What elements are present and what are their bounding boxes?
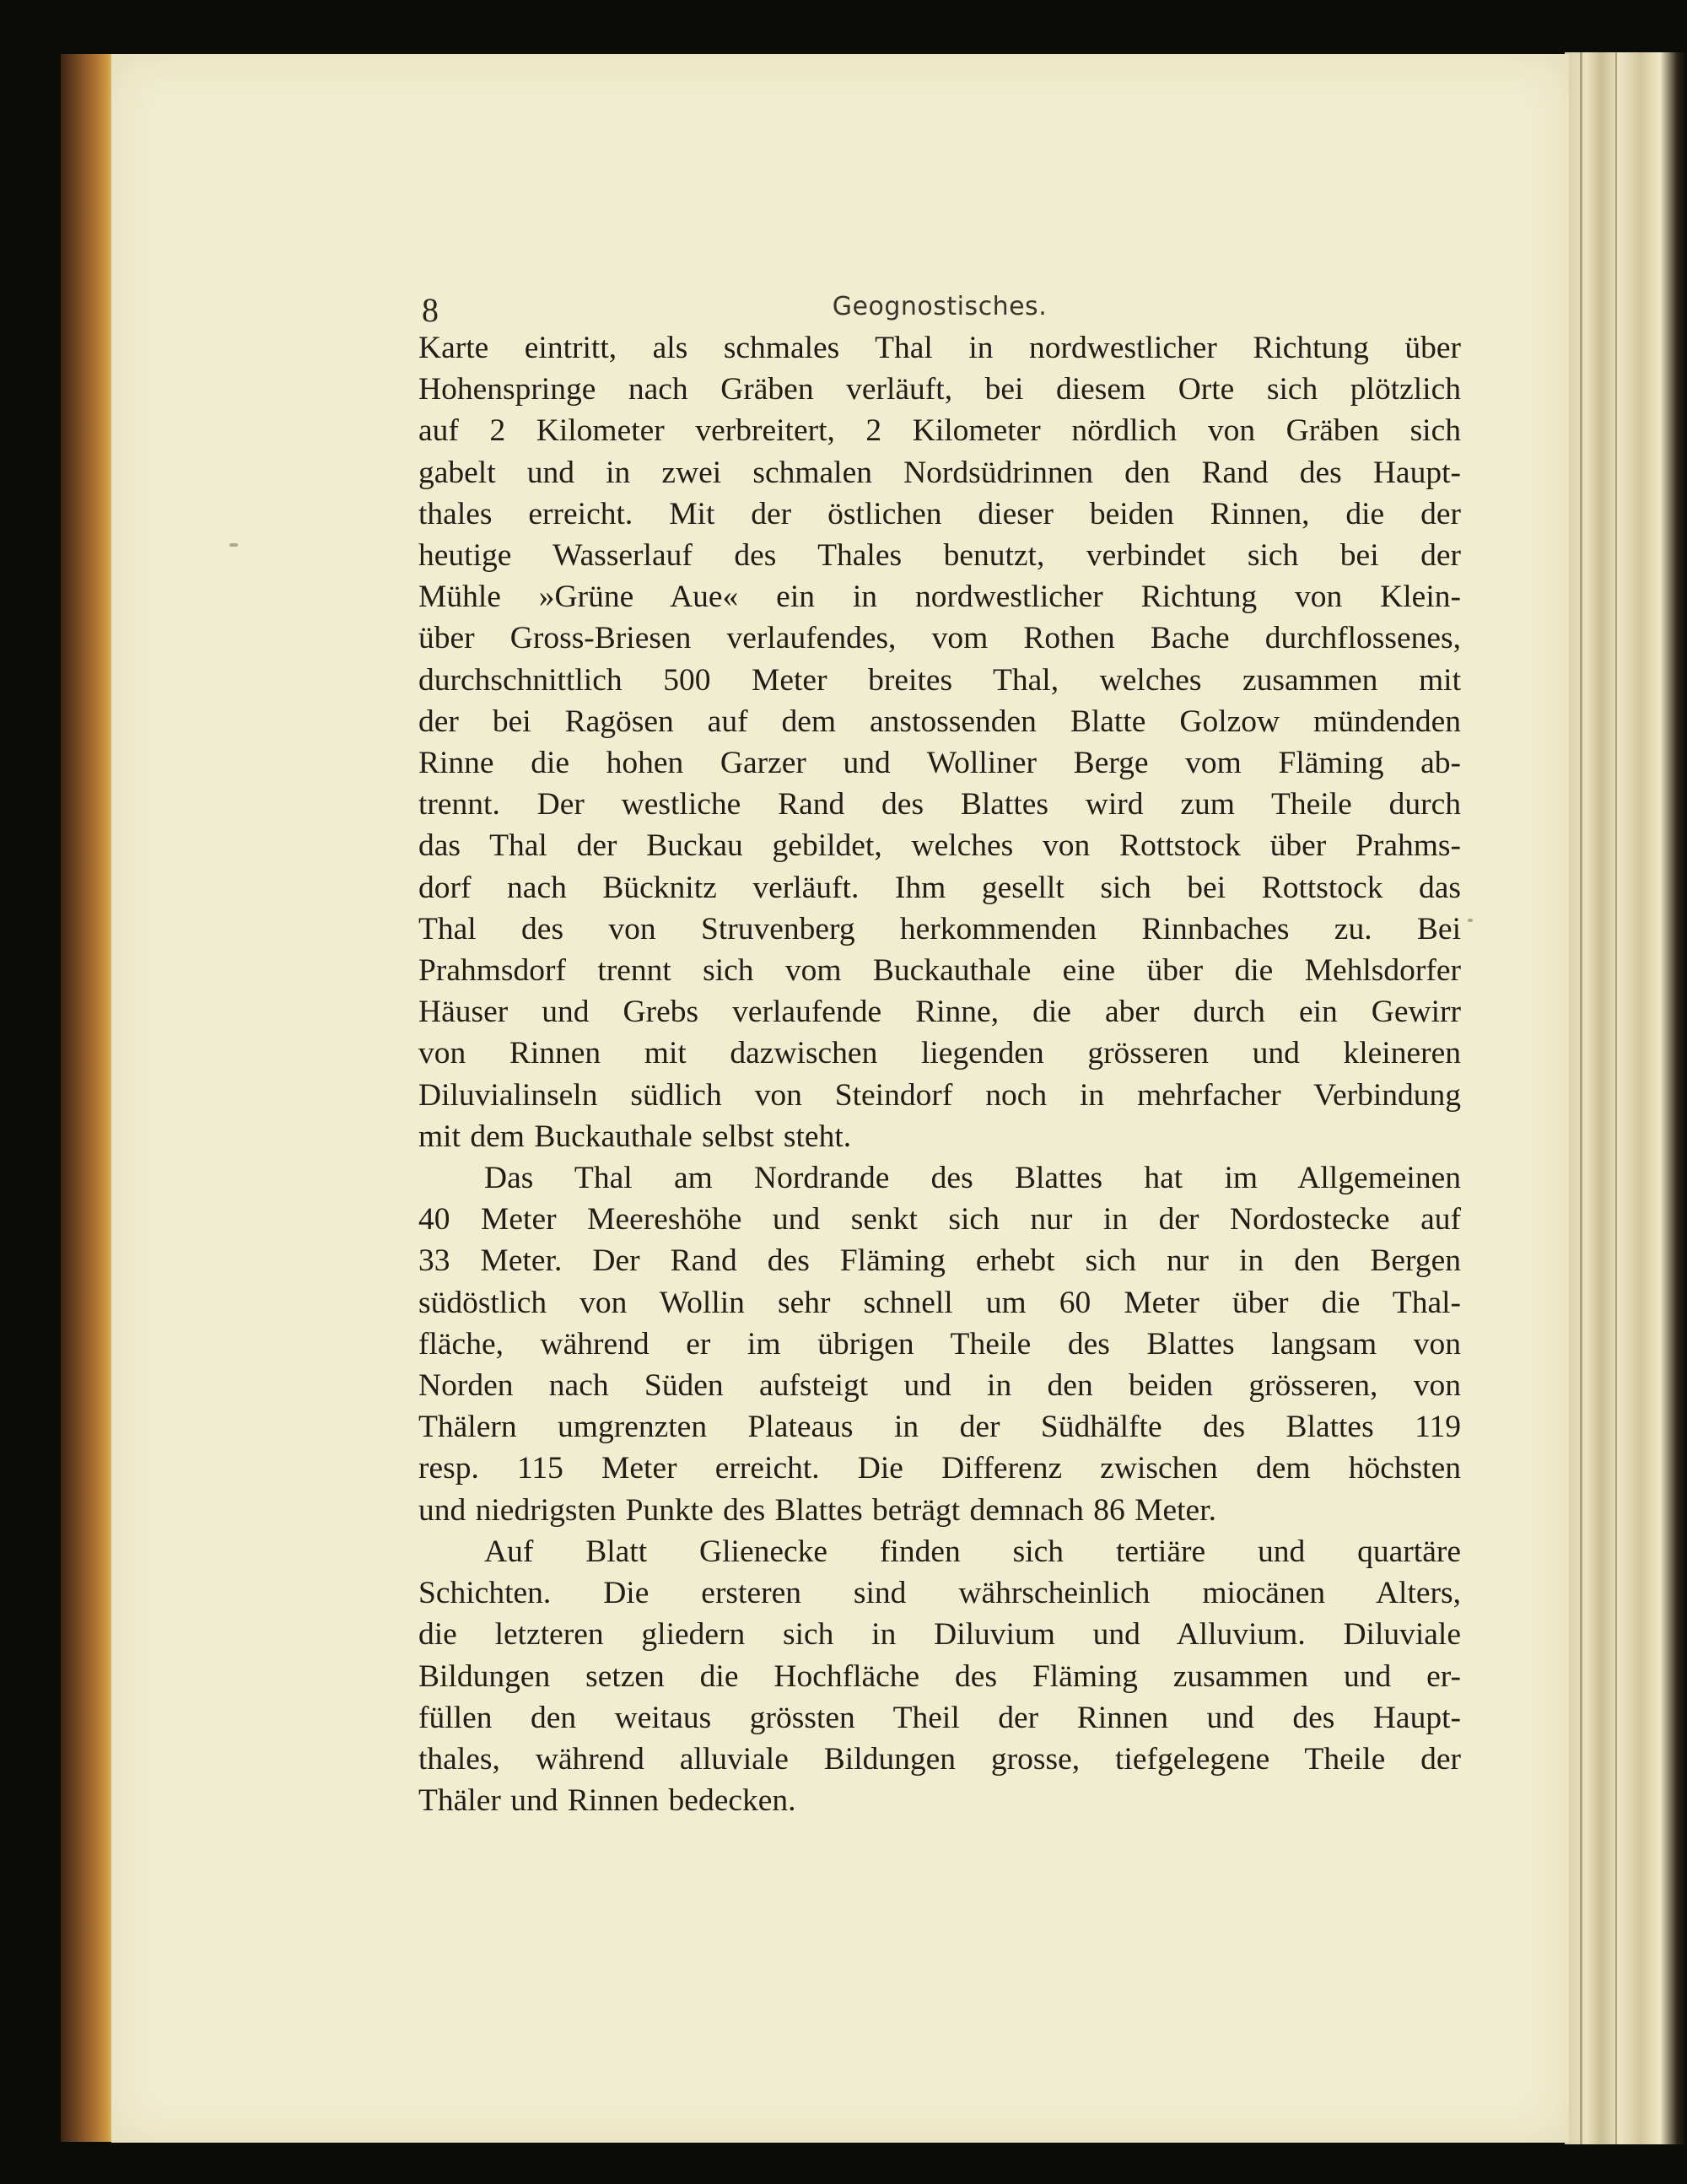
text-line: 33 Meter. Der Rand des Fläming erhebt sich nur in den Bergen — [418, 1243, 1461, 1279]
book-page — [111, 54, 1569, 2143]
text-line: Mühle »Grüne Aue« ein in nordwestlicher Richtung von Klein- — [418, 580, 1461, 615]
text-line: thales, während alluviale Bildungen grosse, tiefgelegene Theile der — [418, 1741, 1461, 1777]
paper-speck — [1468, 919, 1473, 922]
text-line: dorf nach Bücknitz verläuft. Ihm gesellt sich bei Rottstock das — [418, 870, 1461, 905]
paragraph-1 — [418, 327, 1461, 1157]
text-line: Norden nach Süden aufsteigt und in den beiden grösseren, von — [418, 1368, 1461, 1404]
text-line: Rinne die hohen Garzer und Wolliner Berge vom Fläming ab- — [418, 746, 1461, 781]
text-line: Bildungen setzen die Hochfläche des Fläming zusammen und er- — [418, 1658, 1461, 1694]
text-line: südöstlich von Wollin sehr schnell um 60 Meter über die Thal- — [418, 1285, 1461, 1320]
text-line: fläche, während er im übrigen Theile des Blattes langsam von — [418, 1326, 1461, 1362]
text-line: thales erreicht. Mit der östlichen dieser beiden Rinnen, die der — [418, 496, 1461, 531]
text-line: über Gross-Briesen verlaufendes, vom Rothen Bache durchflossenes, — [418, 621, 1461, 656]
text-line: füllen den weitaus grössten Theil der Rinnen und des Haupt- — [418, 1700, 1461, 1735]
book-right-page-edges — [1565, 52, 1687, 2144]
running-title: Geognostisches. — [832, 292, 1048, 321]
book-left-edge — [61, 54, 113, 2142]
text-block — [418, 282, 1461, 1821]
text-line: resp. 115 Meter erreicht. Die Differenz zwischen dem höchsten — [418, 1451, 1461, 1486]
text-line: mit dem Buckauthale selbst steht. — [418, 1119, 852, 1154]
text-line: von Rinnen mit dazwischen liegenden grösseren und kleineren — [418, 1036, 1461, 1071]
text-line: die letzteren gliedern sich in Diluvium und Alluvium. Diluviale — [418, 1617, 1461, 1653]
text-line: Prahmsdorf trennt sich vom Buckauthale eine über die Mehlsdorfer — [418, 953, 1461, 989]
text-line: heutige Wasserlauf des Thales benutzt, verbindet sich bei der — [418, 538, 1461, 574]
text-line: Hohenspringe nach Gräben verläuft, bei diesem Orte sich plötzlich — [418, 372, 1461, 407]
text-line: gabelt und in zwei schmalen Nordsüdrinnen den Rand des Haupt- — [418, 455, 1461, 490]
text-line: Karte eintritt, als schmales Thal in nordwestlicher Richtung über — [418, 331, 1461, 365]
text-line: Thäler und Rinnen bedecken. — [418, 1783, 796, 1819]
text-line: das Thal der Buckau gebildet, welches von Rottstock über Prahms- — [418, 828, 1461, 864]
text-line: Thal des von Struvenberg herkommenden Rinnbaches zu. Bei — [418, 911, 1461, 946]
text-line: und niedrigsten Punkte des Blattes beträgt demnach 86 Meter. — [418, 1492, 1216, 1528]
text-line: trennt. Der westliche Rand des Blattes wird zum Theile durch — [418, 787, 1461, 822]
text-line: Häuser und Grebs verlaufende Rinne, die aber durch ein Gewirr — [418, 995, 1461, 1030]
text-line: auf 2 Kilometer verbreitert, 2 Kilometer nördlich von Gräben sich — [418, 413, 1461, 449]
running-head — [418, 282, 1461, 341]
text-line: der bei Ragösen auf dem anstossenden Blatte Golzow mündenden — [418, 704, 1461, 739]
text-line: Auf Blatt Glienecke finden sich tertiäre und quartäre — [484, 1534, 1461, 1569]
paragraph-3 — [418, 1531, 1461, 1821]
text-line: Thälern umgrenzten Plateaus in der Südhälfte des Blattes 119 — [418, 1410, 1461, 1445]
text-line: Diluvialinseln südlich von Steindorf noch in mehrfacher Verbindung — [418, 1077, 1461, 1113]
text-line: Schichten. Die ersteren sind währscheinlich miocänen Alters, — [418, 1576, 1461, 1611]
paper-speck — [229, 543, 238, 547]
text-line: Das Thal am Nordrande des Blattes hat im Allgemeinen — [484, 1161, 1461, 1196]
text-line: durchschnittlich 500 Meter breites Thal, welches zusammen mit — [418, 662, 1461, 698]
paragraph-2 — [418, 1157, 1461, 1531]
page-number: 8 — [422, 291, 439, 329]
text-line: 40 Meter Meereshöhe und senkt sich nur in der Nordostecke auf — [418, 1202, 1461, 1238]
